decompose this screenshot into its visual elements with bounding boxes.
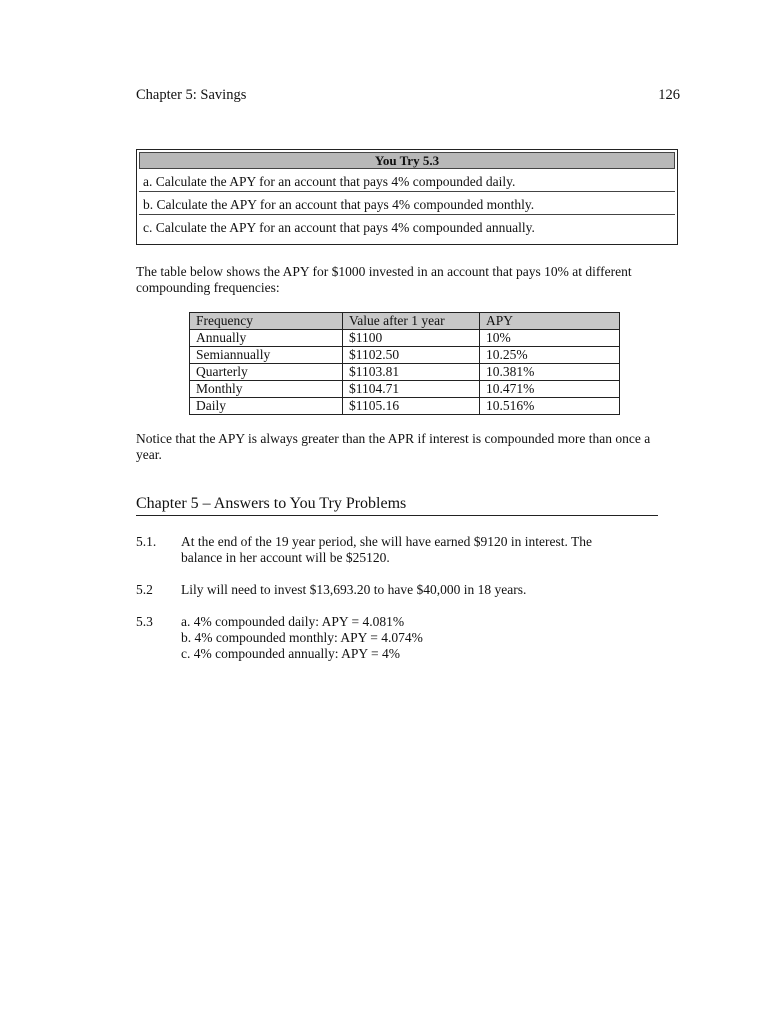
answer-number: 5.2 [136,582,153,597]
table-cell: Annually [190,330,343,347]
you-try-title: You Try 5.3 [139,152,675,169]
table-cell: $1104.71 [343,381,480,398]
table-cell: $1100 [343,330,480,347]
table-row [190,381,620,398]
you-try-item: c. Calculate the APY for an account that pays 4% compounded annually. [143,220,535,235]
intro-paragraph: The table below shows the APY for $1000 invested in an account that pays 10% at different compounding frequencies: [136,264,632,295]
table-row [190,364,620,381]
you-try-item: a. Calculate the APY for an account that pays 4% compounded daily. [139,169,675,192]
you-try-item: b. Calculate the APY for an account that pays 4% compounded monthly. [139,192,675,215]
answer-line: balance in her account will be $25120. [181,550,390,565]
table-cell: 10.381% [480,364,620,381]
table-cell: $1105.16 [343,398,480,415]
answer-line: a. 4% compounded daily: APY = 4.081% [181,614,405,629]
table-row [190,398,620,415]
table-cell: Semiannually [190,347,343,364]
column-header: Value after 1 year [343,313,480,330]
answer-number: 5.3 [136,614,153,629]
answer-number: 5.1. [136,534,157,549]
answer-body [181,534,651,566]
table-cell: 10.471% [480,381,620,398]
answers-heading: Chapter 5 – Answers to You Try Problems [136,495,658,516]
table-cell: Quarterly [190,364,343,381]
table-row [190,347,620,364]
answer-line: b. 4% compounded monthly: APY = 4.074% [181,630,423,645]
table-cell: Monthly [190,381,343,398]
you-try-box [136,149,678,245]
apy-table [189,312,620,415]
chapter-title: Chapter 5: Savings [136,87,247,103]
table-cell: 10.25% [480,347,620,364]
table-row [190,330,620,347]
table-cell: 10% [480,330,620,347]
table-cell: Daily [190,398,343,415]
answer-line: c. 4% compounded annually: APY = 4% [181,646,400,661]
answer-line: At the end of the 19 year period, she will have earned $9120 in interest. The [181,534,592,549]
answer-line: Lily will need to invest $13,693.20 to have $40,000 in 18 years. [181,582,527,597]
table-cell: 10.516% [480,398,620,415]
page-number: 126 [658,87,680,103]
column-header: Frequency [190,313,343,330]
answer-body [181,582,651,598]
table-cell: $1102.50 [343,347,480,364]
column-header: APY [480,313,620,330]
table-cell: $1103.81 [343,364,480,381]
notice-paragraph: Notice that the APY is always greater than the APR if interest is compounded more than once a year. [136,431,651,462]
answer-body [181,614,651,662]
table-header-row [190,313,620,330]
